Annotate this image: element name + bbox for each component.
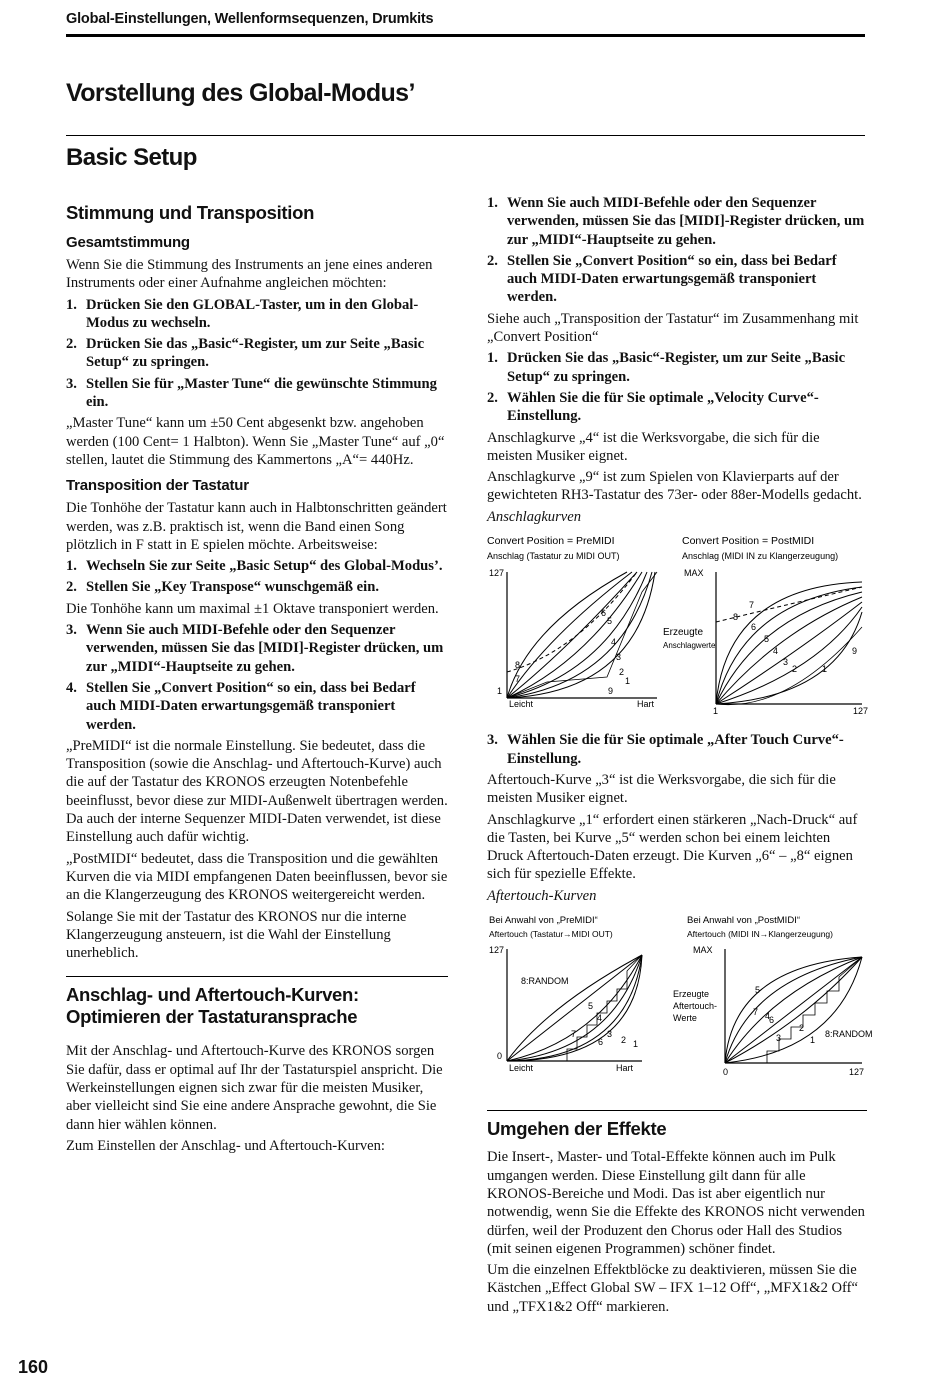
middle-label-b: Anschlagwerte	[663, 641, 716, 651]
heading-kurven: Anschlag- und Aftertouch-Kurven: Optimieren der Tastaturansprache	[66, 984, 359, 1028]
header-rule	[66, 34, 865, 37]
section-rule	[487, 1110, 867, 1111]
curve-label: 3	[776, 1033, 782, 1044]
step-text: Wenn Sie auch MIDI-Befehle oder den Sequenzer verwenden, müssen Sie das [MIDI]-Register drücken, um zur „MIDI“-Hauptseite zu gehen.	[86, 622, 444, 675]
curve-label: 7	[753, 1007, 759, 1018]
curve-label: 3	[607, 1029, 613, 1040]
curve-label: 6	[769, 1015, 775, 1026]
step-item: 2. Stellen Sie „Key Transpose“ wunschgemäß ein.	[66, 578, 448, 596]
paragraph: Anschlagkurve „9“ ist zum Spielen von Klavierparts auf der gewichteten RH3-Tastatur des 73er- oder 88er-Modells gedacht.	[487, 469, 862, 504]
step-item: 1. Drücken Sie das „Basic“-Register, um zur Seite „Basic Setup“ zu springen.	[487, 349, 867, 386]
paragraph: Solange Sie mit der Tastatur des KRONOS nur die interne Klangerzeugung ansteuern, ist die Wahl der Einstellung unerheblich.	[66, 908, 407, 962]
curve-label: 5	[588, 1001, 594, 1012]
curve-label: 9	[608, 686, 614, 697]
step-item: 3. Stellen Sie für „Master Tune“ die gewünschte Stimmung ein.	[66, 375, 448, 412]
step-text: Wählen Sie die für Sie optimale „After Touch Curve“-Einstellung.	[507, 732, 844, 767]
fig-title-right: Convert Position = PostMIDI	[682, 535, 815, 548]
fig-title-left: Bei Anwahl von „PreMIDI“	[489, 915, 598, 927]
step-text: Drücken Sie den GLOBAL-Taster, um in den Global-Modus zu wechseln.	[86, 296, 419, 331]
step-item: 3. Wenn Sie auch MIDI-Befehle oder den Sequenzer verwenden, müssen Sie das [MIDI]-Register drücken, um zur „MIDI“-Hauptseite zu gehen.	[66, 621, 448, 676]
paragraph: Mit der Anschlag- und Aftertouch-Kurve des KRONOS sorgen Sie dafür, dass er optimal auf Ihr der Tastaturspiel anspricht. Die Werkeinstellungen eignen sich zwar für die meisten Musiker, aber vielleicht sind Sie eine andere Ansprache gewohnt, die Sie dann hier wählen können.	[66, 1043, 443, 1133]
curve-label: 5	[764, 634, 770, 645]
y-bottom-left: 1	[497, 686, 503, 697]
x-right-label: Hart	[616, 1063, 634, 1074]
step-text: Stellen Sie „Convert Position“ so ein, dass bei Bedarf auch MIDI-Daten erwartungsgemäß transponiert werden.	[86, 679, 416, 733]
middle-label-c: Werte	[673, 1013, 697, 1024]
figure-caption: Aftertouch-Kurven	[487, 887, 597, 904]
velocity-curves-figure	[487, 532, 867, 720]
paragraph: Aftertouch-Kurve „3“ ist die Werksvorgabe, die sich für die meisten Musiker eignet.	[487, 771, 836, 807]
curve-label: 5	[755, 985, 761, 996]
section-rule	[66, 976, 448, 977]
x-end-label: 127	[849, 1067, 865, 1078]
step-text: Drücken Sie das „Basic“-Register, um zur Seite „Basic Setup“ zu springen.	[86, 336, 425, 371]
paragraph: Anschlagkurve „4“ ist die Werksvorgabe, die sich für die meisten Musiker eignet.	[487, 429, 820, 464]
middle-label-a: Erzeugte	[663, 627, 704, 639]
right-column	[487, 194, 873, 1319]
curve-label: 2	[621, 1035, 627, 1046]
step-item: 4. Stellen Sie „Convert Position“ so ein, dass bei Bedarf auch MIDI-Daten erwartungsgemäß transponiert werden.	[66, 679, 448, 734]
paragraph: Wenn Sie die Stimmung des Instruments an jene eines anderen Instruments oder einer Aufnahme angleichen möchten:	[66, 257, 433, 292]
paragraph: Zum Einstellen der Anschlag- und Aftertouch-Kurven:	[66, 1137, 385, 1154]
curve-label: 7	[571, 1029, 577, 1040]
paragraph: Anschlagkurve „1“ erfordert einen stärkeren „Nach-Druck“ auf die Tasten, bei Kurve „5“ werden schon bei einem leichten Druck Aftertouch-Daten erzeugt. Die Kurven „6“ – „8“ eignen sich für spezielle Effekte.	[487, 811, 858, 883]
curve-label: 4	[773, 646, 779, 657]
random-label: 8:RANDOM	[825, 1029, 873, 1040]
curve-label: 7	[515, 674, 521, 685]
x-start-label: 0	[723, 1067, 729, 1078]
curve-label: 4	[765, 1011, 771, 1022]
curve-label: 7	[749, 600, 755, 611]
paragraph: Um die einzelnen Effektblöcke zu deaktivieren, müssen Sie die Kästchen „Effect Global SW – IFX 1–12 Off“, „MFX1&2 Off“ und „TFX1&2 Off“ markieren.	[487, 1262, 858, 1315]
curve-label: 2	[792, 664, 798, 675]
figure-caption: Anschlagkurven	[487, 508, 582, 525]
fig-sub-right: Aftertouch (MIDI IN→Klangerzeugung)	[687, 929, 833, 940]
curve-label: 3	[783, 657, 789, 668]
fig-sub-right: Anschlag (MIDI IN zu Klangerzeugung)	[682, 551, 839, 562]
plot-left	[507, 572, 657, 698]
curve-label: 6	[598, 1037, 604, 1048]
heading-transposition: Transposition der Tastatur	[66, 477, 249, 495]
middle-label-b: Aftertouch-	[673, 1001, 718, 1012]
section-title: Basic Setup	[66, 144, 197, 171]
curve-label: 2	[619, 667, 625, 678]
x-right-label: Hart	[637, 699, 655, 710]
curve-label: 1	[810, 1035, 816, 1046]
paragraph: Siehe auch „Transposition der Tastatur“ im Zusammenhang mit „Convert Position“	[487, 310, 859, 346]
y-bottom-left: 0	[497, 1051, 503, 1062]
step-text: Stellen Sie für „Master Tune“ die gewünschte Stimmung ein.	[86, 375, 437, 411]
section-rule	[66, 135, 865, 136]
step-item: 2. Wählen Sie die für Sie optimale „Velocity Curve“-Einstellung.	[487, 389, 867, 426]
y-top-left: 127	[489, 568, 505, 579]
curve-label: 2	[799, 1023, 805, 1034]
y-top-right: MAX	[693, 945, 713, 956]
step-text: Stellen Sie „Convert Position“ so ein, dass bei Bedarf auch MIDI-Daten erwartungsgemäß transponiert werden.	[507, 252, 837, 306]
step-item: 2. Drücken Sie das „Basic“-Register, um zur Seite „Basic Setup“ zu springen.	[66, 335, 448, 372]
y-top-left: 127	[489, 945, 505, 956]
y-top-right: MAX	[684, 568, 704, 579]
left-column	[66, 202, 448, 1158]
curve-label: 8	[515, 660, 521, 671]
curve-label: 6	[751, 622, 757, 633]
fig-sub-left: Aftertouch (Tastatur→MIDI OUT)	[489, 929, 613, 940]
plot-right	[725, 949, 862, 1063]
step-item: 2. Stellen Sie „Convert Position“ so ein, dass bei Bedarf auch MIDI-Daten erwartungsgemäß transponiert werden.	[487, 252, 867, 307]
paragraph: Die Tonhöhe kann um maximal ±1 Oktave transponiert werden.	[66, 600, 439, 617]
page-title: Vorstellung des Global-Modus’	[66, 79, 415, 107]
fig-title-left: Convert Position = PreMIDI	[487, 535, 615, 548]
aftertouch-curves-figure	[487, 911, 873, 1091]
paragraph: Die Tonhöhe der Tastatur kann auch in Halbtonschritten geändert werden, was z.B. praktisch ist, wenn die Band einen Song plötzlich in F statt in E spielen möchte. Arbeitsweise:	[66, 500, 447, 553]
step-item: 1. Wechseln Sie zur Seite „Basic Setup“ des Global-Modus’.	[66, 557, 448, 575]
heading-effekte: Umgehen der Effekte	[487, 1118, 667, 1140]
curve-label: 4	[611, 637, 617, 648]
x-end-label: 127	[853, 706, 869, 717]
middle-label-a: Erzeugte	[673, 989, 710, 1000]
step-text: Wechseln Sie zur Seite „Basic Setup“ des Global-Modus’.	[86, 558, 443, 575]
paragraph: „PreMIDI“ ist die normale Einstellung. Sie bedeutet, dass die Transposition (sowie die Anschlag- und Aftertouch-Kurve) auch die auf der Tastatur des KRONOS erzeugten Notenbefehle beeinflusst, bevor diese zur MIDI-Außenwelt übertragen werden. Da auch der interne Sequenzer MIDI-Daten verwendet, ist diese Einstellung auch dafür wichtig.	[66, 737, 448, 846]
step-text: Stellen Sie „Key Transpose“ wunschgemäß ein.	[86, 579, 379, 596]
fig-sub-left: Anschlag (Tastatur zu MIDI OUT)	[487, 551, 620, 562]
x-start-label: 1	[713, 706, 719, 717]
step-text: Wenn Sie auch MIDI-Befehle oder den Sequenzer verwenden, müssen Sie das [MIDI]-Register drücken, um zur „MIDI“-Hauptseite zu gehen.	[507, 195, 865, 248]
paragraph: „Master Tune“ kann um ±50 Cent abgesenkt bzw. angehoben werden (100 Cent= 1 Halbton). Wenn Sie „Master Tune“ auf „0“ stellen, lautet die Stimmung des Kammertons „A“= 440Hz.	[66, 415, 445, 468]
curve-label: 3	[616, 652, 622, 663]
step-item: 3. Wählen Sie die für Sie optimale „After Touch Curve“-Einstellung.	[487, 731, 867, 768]
x-left-label: Leicht	[509, 699, 534, 710]
curve-label: 6	[601, 608, 607, 619]
curve-label: 5	[607, 616, 613, 627]
curve-label: 9	[852, 646, 858, 657]
paragraph: „PostMIDI“ bedeutet, dass die Transposition und die gewählten Kurven die via MIDI empfangenen Daten beeinflussen, bevor sie an die Klangerzeugung des KRONOS weitergereicht werden.	[66, 850, 448, 904]
step-text: Wählen Sie die für Sie optimale „Velocity Curve“-Einstellung.	[507, 389, 819, 425]
random-label: 8:RANDOM	[521, 976, 569, 987]
paragraph: Die Insert-, Master- und Total-Effekte können auch im Pulk umgangen werden. Diese Einstellung gilt dann für alle KRONOS-Bereiche und Modi. Das ist aber eigentlich nur notwendig, wenn Sie die Effekte des KRONOS nicht verwenden dürfen, weil der Produzent den Chorus oder Hall des Studios (mit seinen eigenen Programmen) schöner findet.	[487, 1149, 865, 1257]
curve-label: 1	[822, 664, 828, 675]
fig-title-right: Bei Anwahl von „PostMIDI“	[687, 915, 800, 927]
heading-stimmung: Stimmung und Transposition	[66, 202, 315, 223]
step-item: 1. Drücken Sie den GLOBAL-Taster, um in den Global-Modus zu wechseln.	[66, 296, 448, 333]
step-text: Drücken Sie das „Basic“-Register, um zur Seite „Basic Setup“ zu springen.	[507, 350, 846, 385]
running-head: Global-Einstellungen, Wellenformsequenzen, Drumkits	[66, 11, 434, 27]
plot-right	[716, 572, 862, 705]
curve-label: 1	[625, 676, 631, 687]
curve-label: 1	[633, 1039, 639, 1050]
heading-gesamtstimmung: Gesamtstimmung	[66, 234, 190, 251]
x-left-label: Leicht	[509, 1063, 534, 1074]
page-number: 160	[18, 1357, 49, 1377]
curve-label: 4	[597, 1013, 603, 1024]
step-item: 1. Wenn Sie auch MIDI-Befehle oder den Sequenzer verwenden, müssen Sie das [MIDI]-Register drücken, um zur „MIDI“-Hauptseite zu gehen.	[487, 194, 867, 249]
curve-label: 8	[733, 612, 739, 623]
